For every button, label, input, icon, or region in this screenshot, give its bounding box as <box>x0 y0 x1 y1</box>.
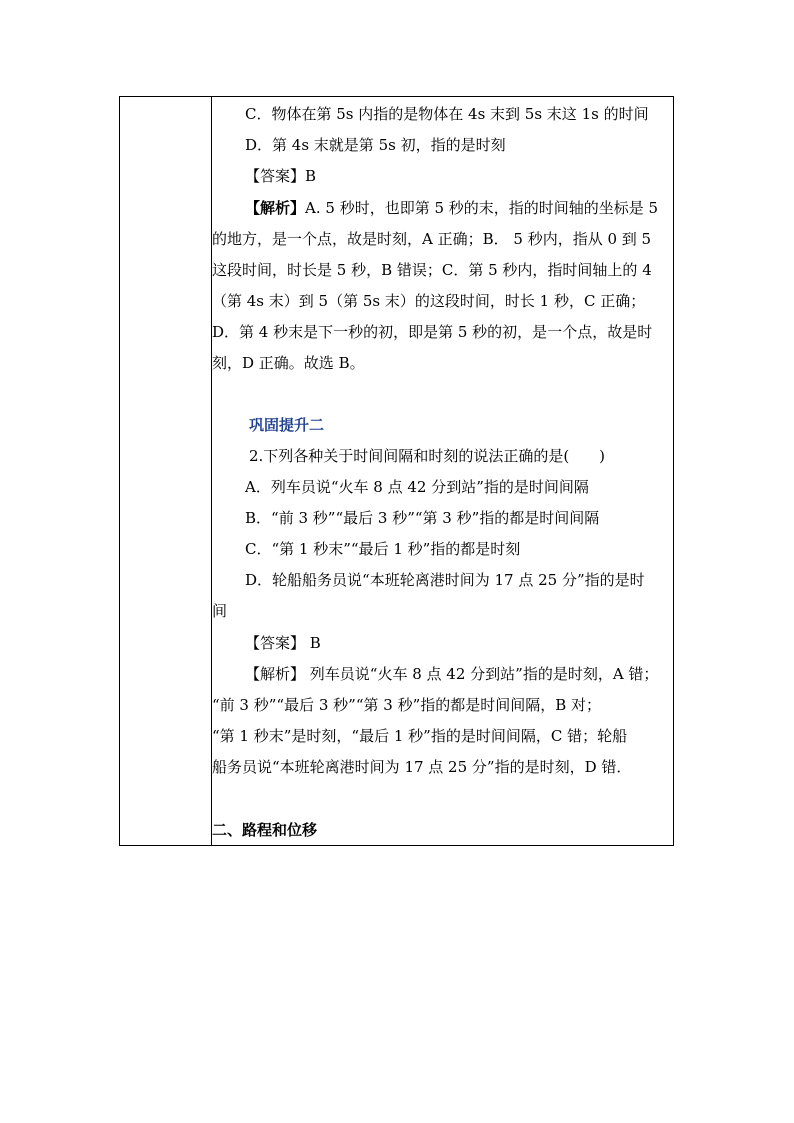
question-answer-line <box>212 628 667 659</box>
analysis-line-6: 刻，D 正确。故选 B。 <box>212 354 365 372</box>
section-title: 巩固提升二 <box>249 416 325 434</box>
option-c: C．物体在第 5s 内指的是物体在 4s 末到 5s 末这 1s 的时间 <box>245 105 649 123</box>
table-right-column <box>212 97 673 845</box>
analysis-label: 【解析】 <box>245 199 306 217</box>
question-answer-label: 【答案】 <box>245 634 306 652</box>
next-section-heading: 二、路程和位移 <box>212 821 318 839</box>
analysis-line-2: 的地方，是一个点，故是时刻，A 正确；B． 5 秒内，指从 0 到 5 <box>212 230 652 248</box>
question-answer-value: B <box>305 634 321 652</box>
question-analysis-label: 【解析】 <box>245 665 306 683</box>
question-stem: 2.下列各种关于时间间隔和时刻的说法正确的是( ) <box>249 447 606 465</box>
analysis-line-4: （第 4s 末）到 5（第 5s 末）的这段时间，时长 1 秒，C 正确； <box>212 292 646 310</box>
answer-value: B <box>305 167 317 185</box>
question-option-b: B．“前 3 秒”“最后 3 秒”“第 3 秒”指的都是时间间隔 <box>245 509 600 527</box>
answer-line <box>212 161 667 192</box>
question-option-c: C．“第 1 秒末”“最后 1 秒”指的都是时刻 <box>245 540 521 558</box>
question-option-a: A．列车员说“火车 8 点 42 分到站”指的是时间间隔 <box>245 478 589 496</box>
question-option-d-line2: 间 <box>212 602 228 620</box>
question-analysis-line-1: 【解析】 列车员说“火车 8 点 42 分到站”指的是时刻，A 错； <box>245 665 659 683</box>
answer-label: 【答案】 <box>245 167 306 185</box>
question-analysis-line-4: 船务员说“本班轮离港时间为 17 点 25 分”指的是时刻，D 错． <box>212 758 632 776</box>
analysis-line-1: 【解析】A. 5 秒时，也即第 5 秒的末，指的时间轴的坐标是 5 <box>245 199 659 217</box>
question-option-d-line1: D．轮船船务员说“本班轮离港时间为 17 点 25 分”指的是时 <box>245 571 645 589</box>
analysis-line-3: 这段时间，时长是 5 秒，B 错误；C．第 5 秒内，指时间轴上的 4 <box>212 261 652 279</box>
content-table <box>119 96 674 846</box>
question-analysis-line-2: “前 3 秒”“最后 3 秒”“第 3 秒”指的都是时间间隔，B 对； <box>212 696 602 714</box>
table-left-column <box>120 97 212 845</box>
question-analysis-line-3: “第 1 秒末”是时刻，“最后 1 秒”指的是时间间隔，C 错；轮船 <box>212 727 628 745</box>
analysis-line-5: D．第 4 秒末是下一秒的初，即是第 5 秒的初，是一个点，故是时 <box>212 323 653 341</box>
option-d: D．第 4s 末就是第 5s 初，指的是时刻 <box>245 136 506 154</box>
